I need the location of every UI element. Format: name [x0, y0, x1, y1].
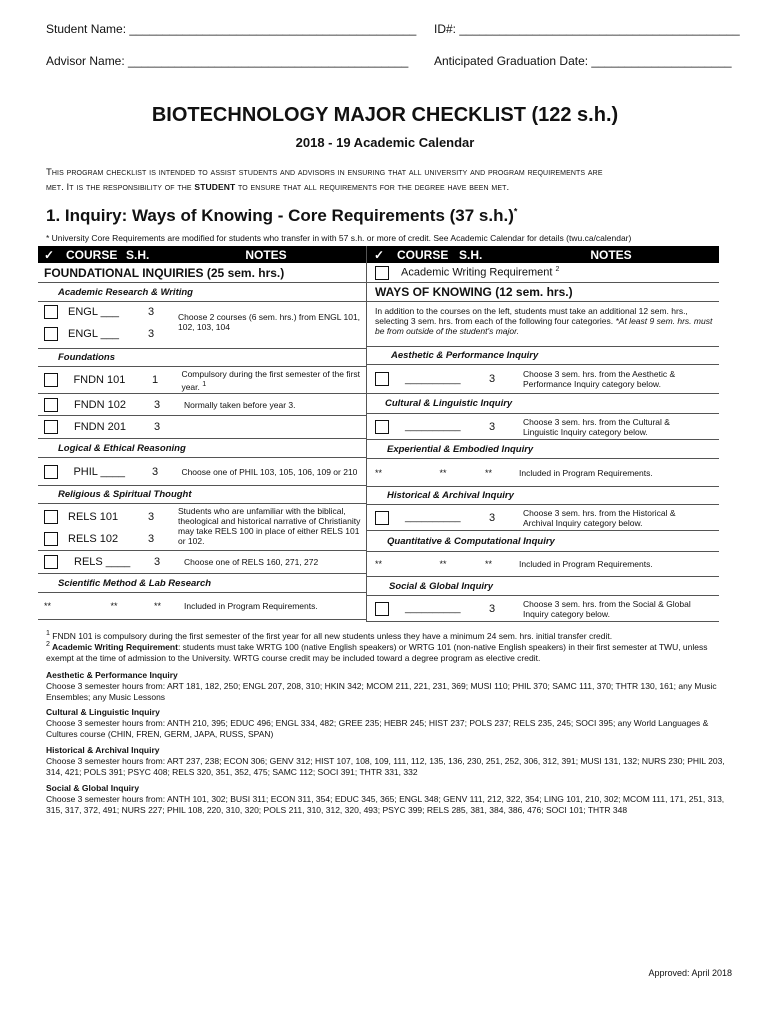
footnote-2-text: : students must take WRTG 100 (native English speakers) or WRTG 101 (non-native English speakers) in their first semester at TWU, unless exempt at the time of admission to the University. WRTG course credit may be included toward a degree program as elective credit.: [46, 641, 708, 663]
cultural-row: [367, 414, 719, 440]
footnote-1-sup: 1: [46, 629, 50, 637]
engl1-course: ENGL ___: [68, 306, 119, 318]
notes-header: NOTES: [245, 247, 287, 262]
experiential-category-label: Experiential & Embodied Inquiry: [387, 443, 534, 455]
intro-student: STUDENT: [194, 182, 236, 192]
cultural-category-label: Cultural & Linguistic Inquiry: [385, 398, 513, 409]
foundational-group-row: [38, 263, 366, 283]
fndn101-note-text: Compulsory during the first semester of the first year.: [181, 368, 361, 392]
area-aesthetic: [46, 670, 736, 703]
engl1-sh: 3: [148, 306, 155, 318]
approved-date: Approved: April 2018: [648, 968, 732, 978]
wok-note: [375, 306, 713, 336]
scientific-sh: **: [154, 601, 162, 611]
wok-note-italic: *At least 9 sem. hrs. must be from outside of the student's major.: [375, 316, 713, 336]
rels101-checkbox[interactable]: [44, 510, 58, 524]
historical-checkbox[interactable]: [367, 511, 401, 525]
fndn201-sh: 3: [154, 421, 161, 433]
footnote-2-bold: Academic Writing Requirement: [49, 641, 178, 652]
section-title: [46, 206, 517, 226]
page-title: BIOTECHNOLOGY MAJOR CHECKLIST (122 s.h.): [151, 104, 619, 126]
area-historical: [46, 745, 736, 778]
social-checkbox[interactable]: [367, 602, 401, 616]
rels-block: [38, 504, 366, 551]
intro-line-2a: met. It is the responsibility of the: [46, 182, 195, 193]
ethical-category-row: [38, 439, 366, 458]
phil-checkbox[interactable]: [38, 465, 73, 479]
student-name-field[interactable]: Student Name: ___________________________________________: [46, 22, 417, 36]
social-category-row: [367, 577, 719, 596]
foundational-group-label: FOUNDATIONAL INQUIRIES (25 sem. hrs.): [44, 265, 285, 280]
ethical-category-label: Logical & Ethical Reasoning: [58, 442, 186, 454]
area-historical-heading: Historical & Archival Inquiry: [46, 745, 160, 755]
scientific-row: [38, 593, 366, 620]
quant-note: Included in Program Requirements.: [519, 559, 653, 569]
social-note: Choose 3 sem. hrs. from the Social & Global Inquiry category below.: [523, 598, 691, 619]
area-social: [46, 783, 736, 816]
aesthetic-checkbox[interactable]: [367, 372, 401, 386]
area-social-text: Choose 3 semester hours from: ANTH 101, 302; BUSI 311; ECON 311, 354; EDUC 345, 365; ENGL 348; GENV 111, 212, 322, 354; LING 101, 210, 302; MCOM 111, 171, 251, 313, 315, 317, 372, 491; NURS 227; PHIL 108, 220, 310, 320; POLS 211, 310, 312, 320, 493; PSYC 399; RELS 285, 381, 384, 386, 476; SOCI 101; THTR 348: [46, 794, 725, 815]
course-header: COURSE: [66, 247, 118, 262]
engl2-sh: 3: [148, 328, 155, 340]
footnote-2: [46, 639, 736, 664]
area-aesthetic-text: Choose 3 semester hours from: ART 181, 182, 250; ENGL 207, 208, 310; HKIN 342; MCOM 211, 221, 231, 369; MUSI 110; PHIL 370; SAMC 111, 370; THTR 130, 161; any Music Ensembles; any Music Lessons: [46, 681, 717, 702]
fndn102-sh: 3: [154, 398, 161, 411]
historical-course-input[interactable]: __________: [405, 512, 461, 523]
aesthetic-category-label: Aesthetic & Performance Inquiry: [391, 350, 539, 361]
awr-label: [401, 266, 559, 279]
rels102-sh: 3: [148, 533, 155, 545]
wok-note-text: In addition to the courses on the left, students must take an additional 12 sem. hrs., selecting 3 sem. hrs. from each of the following four categories.: [375, 306, 688, 326]
awr-checkbox[interactable]: [367, 266, 401, 280]
experiential-sh: **: [485, 467, 493, 478]
experiential-course: **: [439, 467, 447, 478]
fndn102-course: FNDN 102: [74, 398, 126, 411]
rels-other-row: [38, 551, 366, 574]
scientific-check: **: [44, 601, 52, 611]
quant-category-label: Quantitative & Computational Inquiry: [387, 535, 555, 547]
area-social-heading: Social & Global Inquiry: [46, 783, 140, 793]
intro-text: [46, 165, 736, 195]
right-table: [366, 246, 719, 622]
wok-note-block: [367, 302, 719, 347]
awr-row: [367, 263, 719, 283]
fndn102-row: [38, 394, 366, 416]
sh-header: S.H.: [126, 247, 150, 262]
area-aesthetic-heading: Aesthetic & Performance Inquiry: [46, 670, 178, 680]
aesthetic-note: Choose 3 sem. hrs. from the Aesthetic & Performance Inquiry category below.: [523, 369, 676, 389]
social-row: [367, 596, 719, 622]
quant-sh: **: [485, 559, 493, 569]
social-category-label: Social & Global Inquiry: [389, 580, 493, 592]
scientific-course: **: [110, 601, 118, 611]
rels102-checkbox[interactable]: [44, 532, 58, 546]
quant-course: **: [439, 559, 447, 569]
rels-other-course: RELS ____: [74, 556, 131, 568]
area-cultural-heading: Cultural & Linguistic Inquiry: [46, 707, 160, 717]
quant-category-row: [367, 531, 719, 552]
scientific-note: Included in Program Requirements.: [184, 601, 318, 611]
historical-sh: 3: [489, 511, 496, 524]
intro-line-1: This program checklist is intended to assist students and advisors in ensuring that all university and program requirements are: [46, 167, 603, 178]
engl-block: [38, 302, 366, 349]
phil-note: Choose one of PHIL 103, 105, 106, 109 or 210: [181, 466, 358, 477]
quant-row: [367, 552, 719, 577]
fndn101-course: FNDN 101: [73, 374, 126, 386]
id-field[interactable]: ID#: __________________________________________: [434, 22, 740, 36]
page-subtitle: 2018 - 19 Academic Calendar: [295, 135, 475, 150]
phil-course: PHIL ____: [73, 465, 126, 478]
intro-line-2b: to ensure that all requirements for the degree have been met.: [235, 182, 510, 193]
footnote-2-sup: 2: [46, 640, 50, 648]
religious-category-label: Religious & Spiritual Thought: [58, 489, 192, 500]
rels-note: Students who are unfamiliar with the biblical, theological and historical narrative of Christianity may take RELS 100 in place of either RELS 101 or 102.: [178, 506, 361, 546]
foundations-category-row: [38, 349, 366, 367]
area-cultural-text: Choose 3 semester hours from: ANTH 210, 395; EDUC 496; ENGL 334, 482; GREE 235; HEBR 245; HIST 237; POLS 237; RELS 235, 245; SOCI 395; any World Languages & Cultures course (CHIN, FREN, GERM, JAPA, RUSS, SPAN): [46, 718, 709, 739]
right-sh-header: S.H.: [459, 247, 483, 262]
section-title-text: 1. Inquiry: Ways of Knowing - Core Requirements (37 s.h.): [46, 206, 514, 225]
scientific-category-row: [38, 574, 366, 593]
right-check-header-icon: ✓: [373, 247, 385, 262]
wok-group-row: [367, 283, 719, 302]
advisor-name-field[interactable]: Advisor Name: __________________________________________: [46, 54, 409, 68]
fndn102-note: Normally taken before year 3.: [184, 399, 296, 410]
core-note: * University Core Requirements are modified for students who transfer in with 57 s.h. or more of credit. See Academic Calendar for details (twu.ca/calendar): [46, 233, 632, 243]
aesthetic-row: [367, 365, 719, 394]
engl1-checkbox[interactable]: [44, 305, 58, 319]
experiential-category-row: [367, 440, 719, 459]
wok-group-label: WAYS OF KNOWING (12 sem. hrs.): [375, 285, 573, 299]
fndn101-checkbox[interactable]: [38, 373, 73, 387]
cultural-note: Choose 3 sem. hrs. from the Cultural & Linguistic Inquiry category below.: [523, 416, 670, 437]
experiential-check: **: [375, 467, 383, 478]
academic-category-row: [38, 283, 366, 302]
fndn101-sh: 1: [151, 374, 159, 386]
phil-row: [38, 458, 366, 486]
experiential-note: Included in Program Requirements.: [519, 467, 653, 478]
fndn201-row: [38, 416, 366, 439]
area-historical-text: Choose 3 semester hours from: ART 237, 238; ECON 306; GENV 312; HIST 107, 108, 109, 111, 112, 135, 136, 230, 251, 252, 306, 312, 391; MUSI 131, 132; NURS 230; PHIL 203, 314, 421; POLS 391; PSYC 408; RELS 320, 351, 352, 475; SAMC 112; SOCI 391; THTR 331, 332: [46, 756, 725, 777]
footnote-1-text: FNDN 101 is compulsory during the first semester of the first year for all new students unless they have a minimum 24 sem. hrs. initial transfer credit.: [49, 630, 613, 641]
engl2-checkbox[interactable]: [44, 327, 58, 341]
cultural-category-row: [367, 394, 719, 414]
academic-category-label: Academic Research & Writing: [58, 286, 193, 298]
right-notes-header: NOTES: [590, 247, 632, 262]
quant-check: **: [375, 559, 383, 569]
left-table: [38, 246, 366, 620]
fndn102-checkbox[interactable]: [38, 398, 74, 412]
aesthetic-course-input[interactable]: __________: [405, 373, 461, 385]
right-course-header: COURSE: [397, 247, 449, 262]
historical-row: [367, 505, 719, 531]
check-header-icon: ✓: [43, 247, 55, 262]
fndn101-sup: 1: [202, 379, 207, 388]
cultural-sh: 3: [489, 420, 496, 433]
aesthetic-category-row: [367, 347, 719, 365]
rels102-course: RELS 102: [68, 533, 119, 545]
historical-category-label: Historical & Archival Inquiry: [387, 490, 514, 501]
awr-label-text: Academic Writing Requirement: [401, 266, 553, 279]
fndn201-checkbox[interactable]: [38, 420, 74, 434]
rels101-sh: 3: [148, 511, 155, 523]
rels-other-note: Choose one of RELS 160, 271, 272: [184, 557, 319, 567]
cultural-checkbox[interactable]: [367, 420, 401, 434]
awr-sup: 2: [555, 266, 560, 274]
social-course-input[interactable]: __________: [405, 603, 461, 614]
rels101-course: RELS 101: [68, 511, 119, 523]
rels-other-sh: 3: [154, 556, 161, 568]
scientific-category-label: Scientific Method & Lab Research: [58, 577, 212, 589]
fndn101-row: [38, 367, 366, 394]
fndn101-note: [181, 369, 366, 392]
phil-sh: 3: [151, 465, 159, 478]
cultural-course-input[interactable]: __________: [405, 421, 461, 432]
engl-note: Choose 2 courses (6 sem. hrs.) from ENGL 101, 102, 103, 104: [178, 312, 361, 332]
engl2-course: ENGL ___: [68, 328, 119, 340]
left-table-header: [38, 246, 366, 263]
graduation-date-field[interactable]: Anticipated Graduation Date: _____________________: [434, 54, 732, 68]
experiential-row: [367, 459, 719, 487]
rels-other-checkbox[interactable]: [38, 555, 74, 569]
aesthetic-sh: 3: [489, 373, 496, 385]
historical-note: Choose 3 sem. hrs. from the Historical & Archival Inquiry category below.: [523, 507, 676, 528]
historical-category-row: [367, 487, 719, 505]
foundations-category-label: Foundations: [58, 352, 115, 363]
area-cultural: [46, 707, 736, 740]
social-sh: 3: [489, 602, 496, 615]
fndn201-course: FNDN 201: [74, 421, 126, 433]
section-marker: *: [513, 206, 518, 217]
religious-category-row: [38, 486, 366, 504]
right-table-header: [367, 246, 719, 263]
